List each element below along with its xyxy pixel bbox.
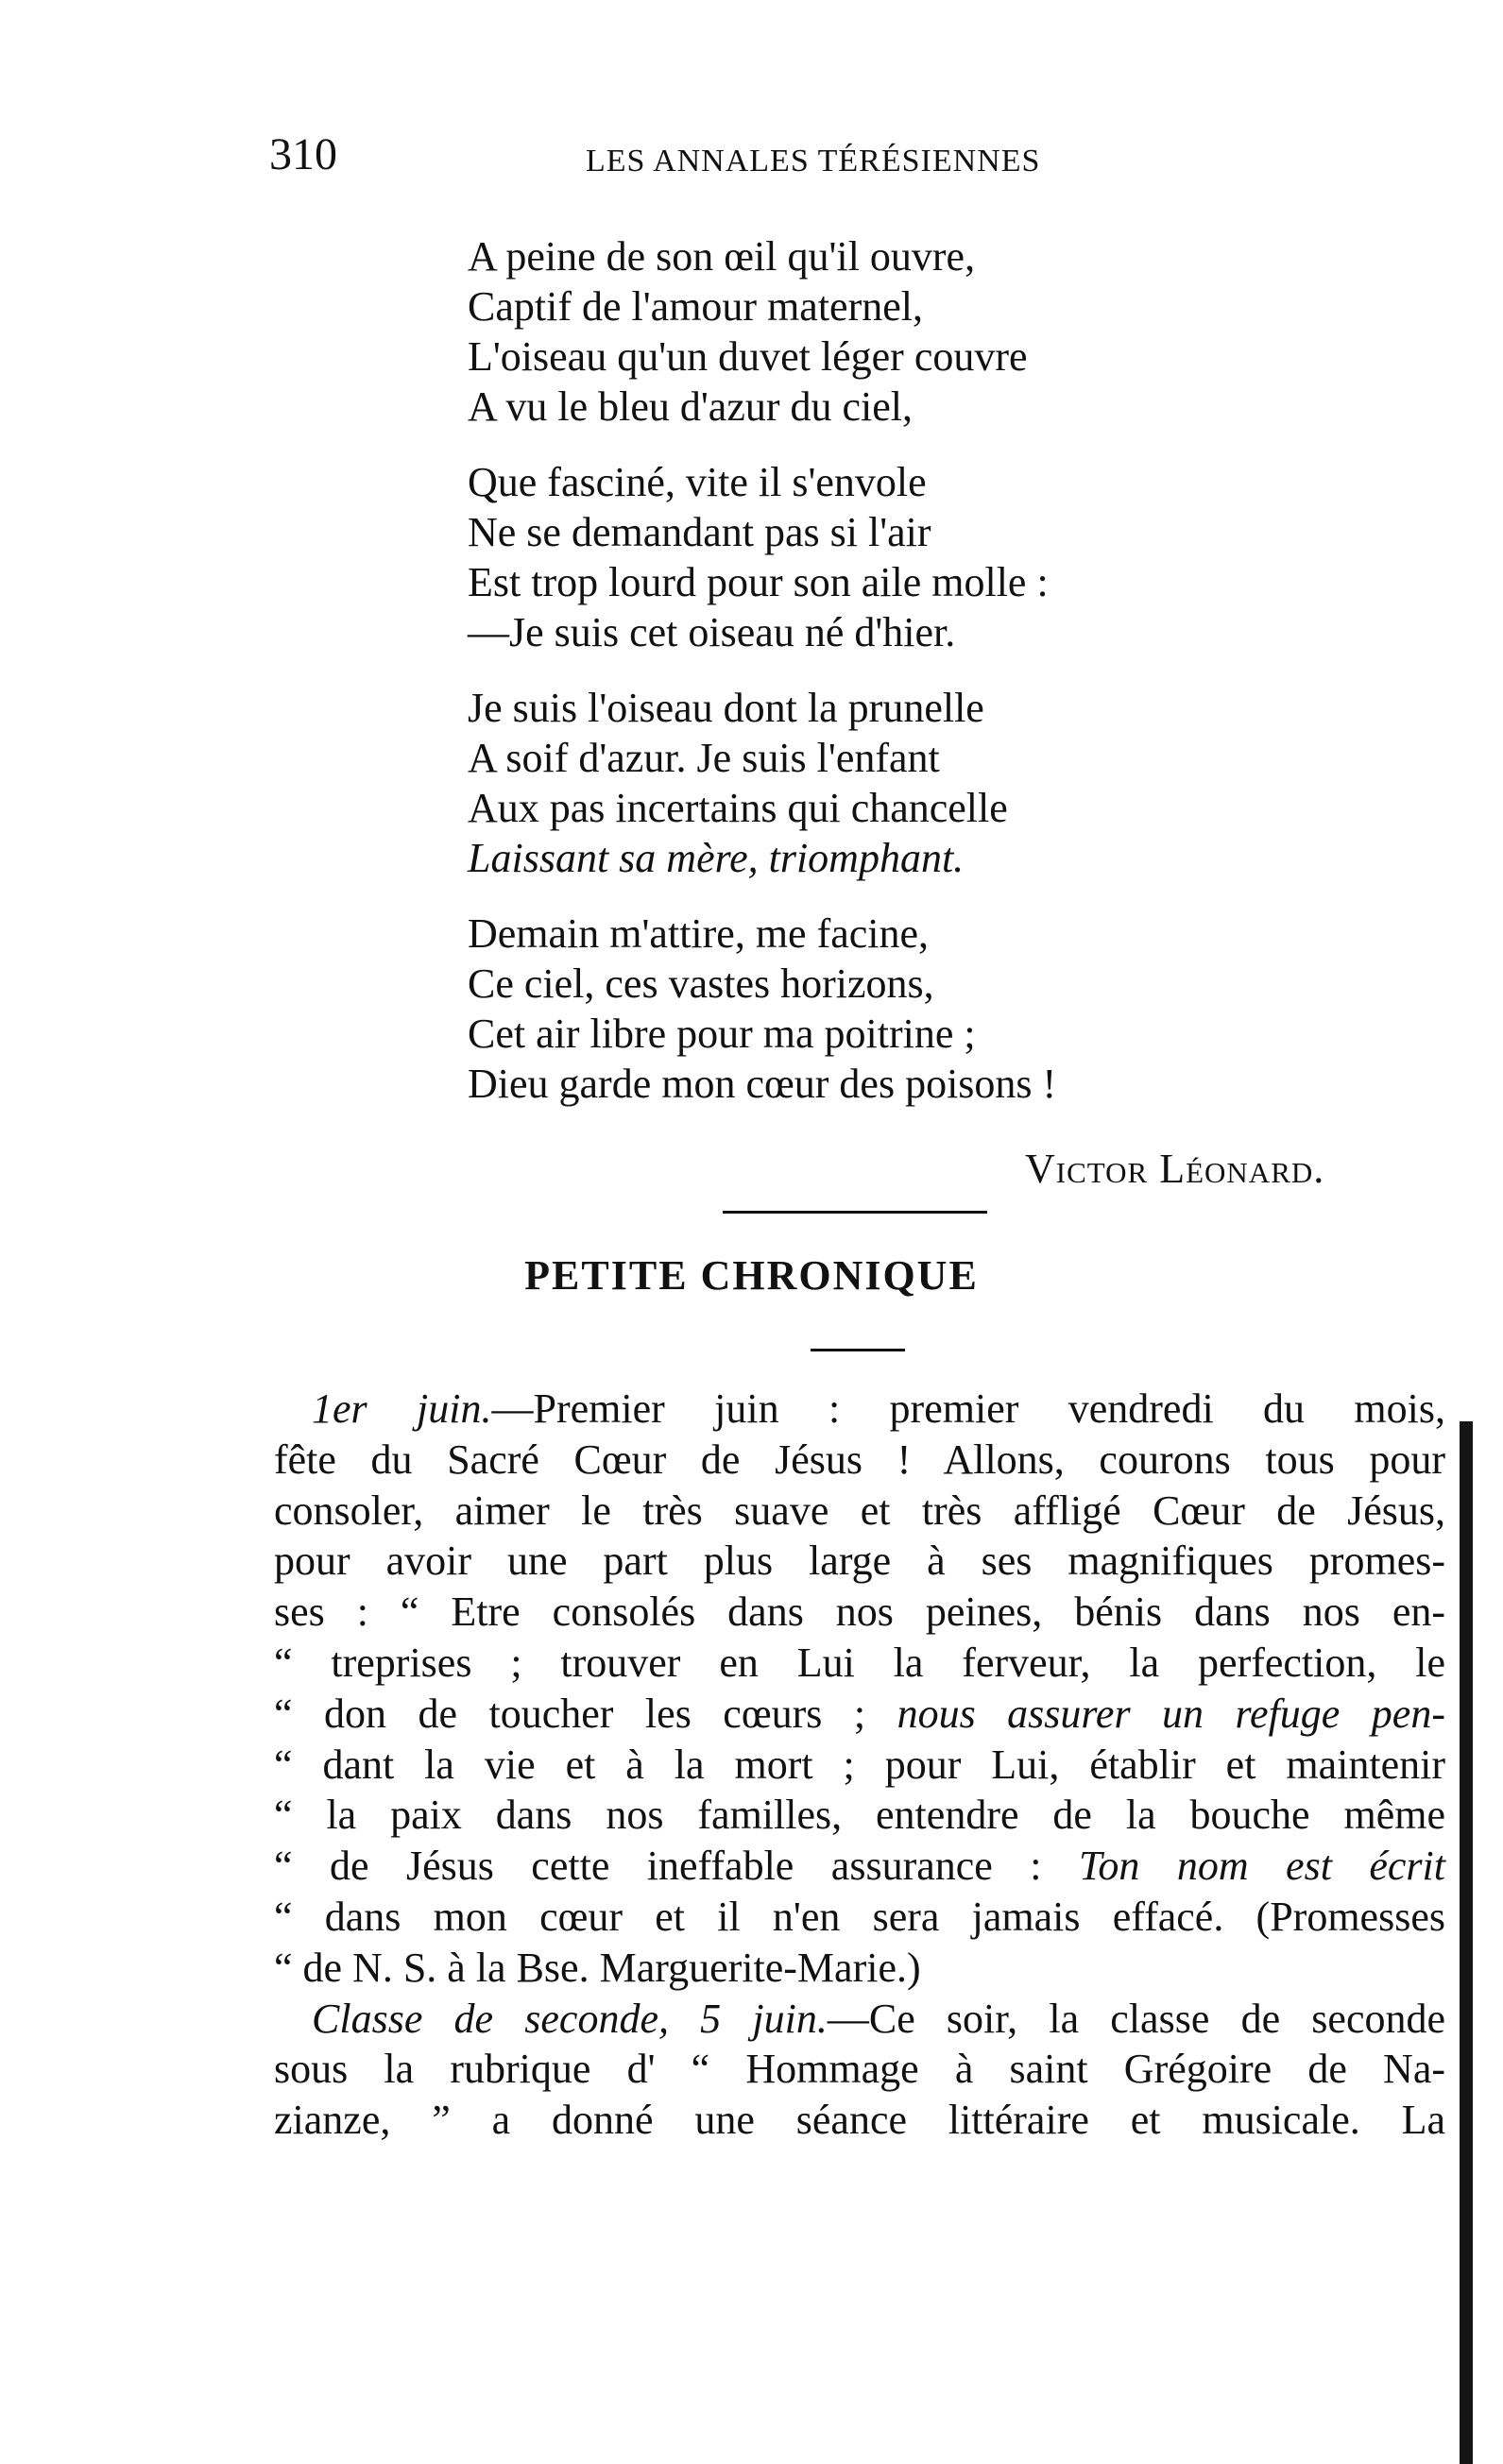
chronicle-text xyxy=(274,1384,1445,2146)
italic-fragment: Ton nom est écrit xyxy=(1078,1843,1446,1890)
poem-line: Ce ciel, ces vastes horizons, xyxy=(468,960,934,1007)
chronicle-line: sous la rubrique d' “ Hommage à saint Grégoire de Na- xyxy=(274,2046,1445,2093)
chronicle-line: fête du Sacré Cœur de Jésus ! Allons, courons tous pour xyxy=(274,1436,1445,1483)
poem-line: L'oiseau qu'un duvet léger couvre xyxy=(468,333,1028,380)
poem-stanza xyxy=(468,231,1412,432)
entry-date: 1er juin. xyxy=(312,1385,492,1432)
poem-line: A peine de son œil qu'il ouvre, xyxy=(468,233,976,280)
chronicle-line: zianze, ” a donné une séance littéraire et musicale. La xyxy=(274,2097,1445,2144)
poem-line: Je suis l'oiseau dont la prunelle xyxy=(468,685,984,731)
chronicle-line: pour avoir une part plus large à ses magnifiques promes- xyxy=(274,1538,1445,1585)
chronicle-line: “ treprises ; trouver en Lui la ferveur, la perfection, le xyxy=(274,1639,1445,1686)
poem-stanza xyxy=(468,909,1412,1109)
poem-line: A soif d'azur. Je suis l'enfant xyxy=(468,735,940,781)
poem-stanza xyxy=(468,457,1412,657)
poem-line: Laissant sa mère, triomphant. xyxy=(468,835,965,881)
poem-signature: Victor Léonard. xyxy=(1025,1146,1325,1192)
chronicle-line-text: —Premier juin : premier vendredi du mois, xyxy=(491,1385,1445,1432)
chronicle-line: “ dant la vie et à la mort ; pour Lui, établir et maintenir xyxy=(274,1741,1445,1788)
running-head: LES ANNALES TÉRÉSIENNES xyxy=(586,144,1041,178)
margin-bar xyxy=(1460,1421,1473,2464)
poem-line: Cet air libre pour ma poitrine ; xyxy=(468,1011,976,1057)
chronicle-line-text: —Ce soir, la classe de seconde xyxy=(827,1995,1446,2042)
chronicle-line: “ dans mon cœur et il n'en sera jamais effacé. (Promesses xyxy=(274,1893,1445,1940)
poem-stanza xyxy=(468,683,1412,883)
poem-line: Que fasciné, vite il s'envole xyxy=(468,459,927,505)
italic-fragment: nous assurer un refuge pen- xyxy=(897,1690,1445,1737)
poem-line: A vu le bleu d'azur du ciel, xyxy=(468,383,914,430)
poem-line: Est trop lourd pour son aile molle : xyxy=(468,559,1049,605)
poem-line: Demain m'attire, me facine, xyxy=(468,910,930,957)
chronicle-line: consoler, aimer le très suave et très affligé Cœur de Jésus, xyxy=(274,1487,1445,1534)
page-header xyxy=(269,129,1441,189)
poem-line: —Je suis cet oiseau né d'hier. xyxy=(468,609,956,655)
chronicle-line xyxy=(274,1994,1445,2045)
chronicle-line: “ de Jésus cette ineffable assurance : Ton nom est écrit xyxy=(274,1843,1446,1890)
chronicle-line: “ la paix dans nos familles, entendre de la bouche même xyxy=(274,1792,1445,1839)
chronicle-line: “ don de toucher les cœurs ; nous assurer un refuge pen- xyxy=(274,1690,1445,1737)
poem-line: Ne se demandant pas si l'air xyxy=(468,509,931,555)
section-title: PETITE CHRONIQUE xyxy=(524,1252,979,1299)
poem-line: Captif de l'amour maternel, xyxy=(468,283,923,330)
poem xyxy=(468,231,1412,1134)
page-number: 310 xyxy=(269,129,337,179)
poem-line: Dieu garde mon cœur des poisons ! xyxy=(468,1061,1057,1107)
chronicle-line xyxy=(274,1384,1445,1435)
chronicle-line: ses : “ Etre consolés dans nos peines, bénis dans nos en- xyxy=(274,1589,1445,1636)
chronicle-line: “ de N. S. à la Bse. Marguerite-Marie.) xyxy=(274,1944,921,1991)
entry-date: Classe de seconde, 5 juin. xyxy=(312,1995,828,2042)
divider-rule xyxy=(723,1211,987,1214)
poem-line: Aux pas incertains qui chancelle xyxy=(468,785,1008,831)
divider-rule xyxy=(811,1349,905,1351)
